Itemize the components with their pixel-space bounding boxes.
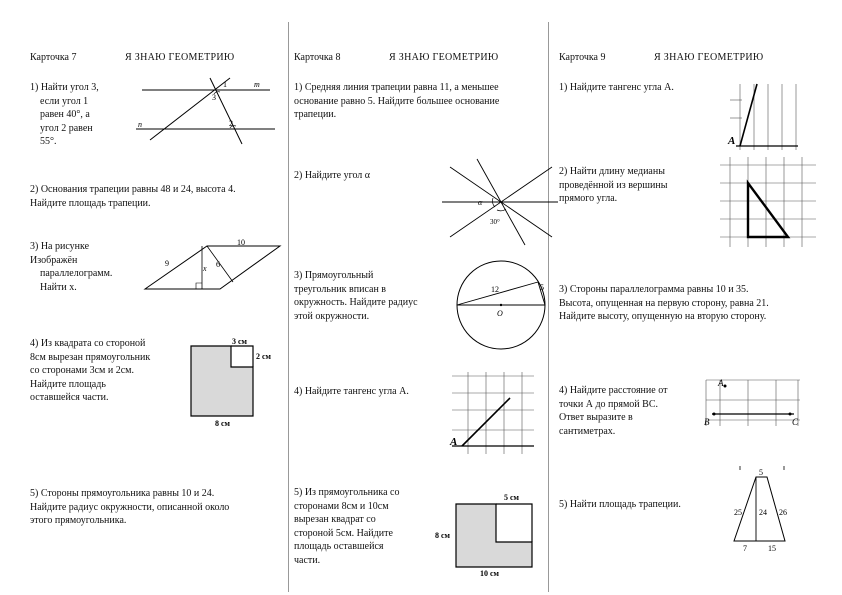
- question-4: [559, 384, 667, 438]
- question-3: [559, 283, 769, 324]
- question-line: 1) Найдите тангенс угла А.: [559, 82, 674, 93]
- rect-height-label: 8 см: [435, 531, 450, 540]
- base-right-segment: 15: [768, 544, 776, 553]
- card-number: Карточка 9: [559, 52, 606, 63]
- point-a-label: A: [450, 436, 458, 448]
- question-5: [294, 486, 399, 567]
- cut-width-label: 3 см: [232, 337, 247, 346]
- question-line: стороной 5см. Найдите: [294, 527, 393, 539]
- question-line: трапеции.: [294, 109, 337, 120]
- question-line: 1) Средняя линия трапеции равна 11, а меньшее: [294, 82, 499, 93]
- base-left-segment: 7: [743, 544, 747, 553]
- question-line: 1) Найти угол 3,: [30, 82, 99, 93]
- grid-median-figure: [718, 157, 818, 247]
- angle-2-label: 2: [229, 119, 233, 128]
- grid-tangent-figure: [448, 372, 538, 454]
- x-label: x: [203, 264, 207, 273]
- cut-side-label: 5 см: [504, 493, 519, 502]
- question-line: этого прямоугольника.: [30, 515, 127, 526]
- square-side-label: 8 см: [215, 419, 230, 428]
- parallel-lines-figure: [130, 76, 280, 156]
- question-3: [294, 269, 418, 323]
- left-side-label: 25: [734, 508, 742, 517]
- rect-width-label: 10 см: [480, 569, 499, 578]
- square-cutout-figure: [175, 336, 280, 431]
- question-4: [294, 385, 409, 399]
- question-line: проведённой из вершины: [559, 179, 668, 191]
- card-title: Я ЗНАЮ ГЕОМЕТРИЮ: [389, 52, 499, 63]
- question-line: оставшейся части.: [30, 392, 109, 403]
- card-9: [548, 0, 842, 595]
- trapezoid-figure: [720, 463, 810, 555]
- question-line: окружность. Найдите радиус: [294, 297, 418, 308]
- question-line: 3) Стороны параллелограмма равны 10 и 35.: [559, 284, 749, 295]
- card-7: [0, 0, 288, 595]
- question-line: со сторонами 3см и 2см.: [30, 365, 134, 376]
- question-line: 5) Найти площадь трапеции.: [559, 499, 681, 510]
- question-line: 8см вырезан прямоугольник: [30, 351, 151, 363]
- angle-3-label: 3: [212, 93, 216, 102]
- question-1: [294, 81, 499, 122]
- card-header: [294, 52, 499, 63]
- point-c-label: C: [792, 417, 799, 427]
- point-a-label: A: [728, 135, 736, 147]
- question-line: 2) Найдите угол α: [294, 170, 371, 181]
- question-line: прямого угла.: [559, 193, 618, 204]
- question-line: 5) Стороны прямоугольника равны 10 и 24.: [30, 488, 215, 499]
- question-line: точки А до прямой ВС.: [559, 398, 658, 410]
- right-side-label: 26: [779, 508, 787, 517]
- card-number: Карточка 7: [30, 52, 77, 63]
- question-line: если угол 1: [40, 95, 89, 107]
- leg-12-label: 12: [491, 285, 499, 294]
- question-line: 4) Из квадрата со стороной: [30, 338, 146, 349]
- question-line: Найдите радиус окружности, описанной около: [30, 501, 230, 513]
- question-line: части.: [294, 554, 321, 566]
- inscribed-triangle-figure: [454, 258, 548, 352]
- question-line: 3) На рисунке: [30, 241, 90, 252]
- card-title: Я ЗНАЮ ГЕОМЕТРИЮ: [654, 52, 764, 63]
- card-header: [559, 52, 764, 63]
- question-line: 55°.: [40, 136, 57, 147]
- question-line: треугольник вписан в: [294, 283, 387, 295]
- question-line: равен 40°, а: [40, 109, 90, 120]
- question-line: сантиметрах.: [559, 425, 616, 437]
- question-line: вырезан квадрат со: [294, 514, 376, 525]
- label-m: m: [254, 80, 260, 89]
- alpha-label: α: [478, 198, 483, 207]
- angle-30-label: 30°: [490, 218, 500, 226]
- cut-height-label: 2 см: [256, 352, 271, 361]
- side-9-label: 9: [165, 259, 169, 268]
- question-line: Ответ выразите в: [559, 412, 633, 423]
- question-line: Найдите площадь: [30, 378, 106, 390]
- point-a-label: A: [718, 378, 724, 388]
- question-line: 3) Прямоугольный: [294, 270, 374, 281]
- side-10-label: 10: [237, 238, 245, 247]
- question-1: [559, 81, 674, 95]
- question-2: [559, 165, 667, 206]
- center-o-label: O: [497, 309, 503, 318]
- question-5: [30, 487, 229, 528]
- question-3: [30, 240, 112, 294]
- question-line: площадь оставшейся: [294, 541, 384, 552]
- question-line: основание равно 5. Найдите большее основание: [294, 95, 500, 107]
- question-2: [30, 183, 236, 210]
- grid-tangent-figure: [726, 80, 806, 156]
- question-5: [559, 498, 681, 512]
- height-label: 24: [759, 508, 767, 517]
- top-base-label: 5: [759, 468, 763, 477]
- leg-5-label: 5: [540, 283, 544, 292]
- question-line: 5) Из прямоугольника со: [294, 487, 400, 498]
- question-line: угол 2 равен: [40, 122, 93, 134]
- card-number: Карточка 8: [294, 52, 341, 63]
- question-line: Найдите площадь трапеции.: [30, 197, 151, 209]
- angle-1-label: 1: [223, 80, 227, 89]
- question-line: параллелограмм.: [40, 268, 113, 279]
- label-n: n: [138, 120, 142, 129]
- question-line: этой окружности.: [294, 310, 370, 322]
- question-line: 2) Основания трапеции равны 48 и 24, высота 4.: [30, 184, 236, 195]
- question-2: [294, 169, 370, 183]
- card-title: Я ЗНАЮ ГЕОМЕТРИЮ: [125, 52, 235, 63]
- question-line: Найдите высоту, опущенную на вторую сторону.: [559, 311, 767, 322]
- crossing-lines-figure: [440, 155, 560, 250]
- question-line: Изображён: [30, 254, 78, 266]
- question-line: Высота, опущенная на первую сторону, равна 21.: [559, 297, 769, 309]
- question-line: 4) Найдите тангенс угла А.: [294, 386, 409, 397]
- side-6-label: 6: [216, 260, 220, 269]
- grid-distance-figure: [702, 374, 802, 430]
- question-line: 2) Найти длину медианы: [559, 166, 665, 177]
- card-8: [288, 0, 548, 595]
- parallelogram-figure: [145, 238, 285, 293]
- question-1: [30, 81, 99, 149]
- question-line: Найти х.: [40, 281, 77, 293]
- question-4: [30, 337, 150, 405]
- point-b-label: B: [704, 417, 710, 427]
- card-header: [30, 52, 235, 63]
- question-line: 4) Найдите расстояние от: [559, 385, 668, 396]
- question-line: сторонами 8см и 10см: [294, 500, 389, 512]
- rectangle-cutout-figure: [432, 492, 547, 577]
